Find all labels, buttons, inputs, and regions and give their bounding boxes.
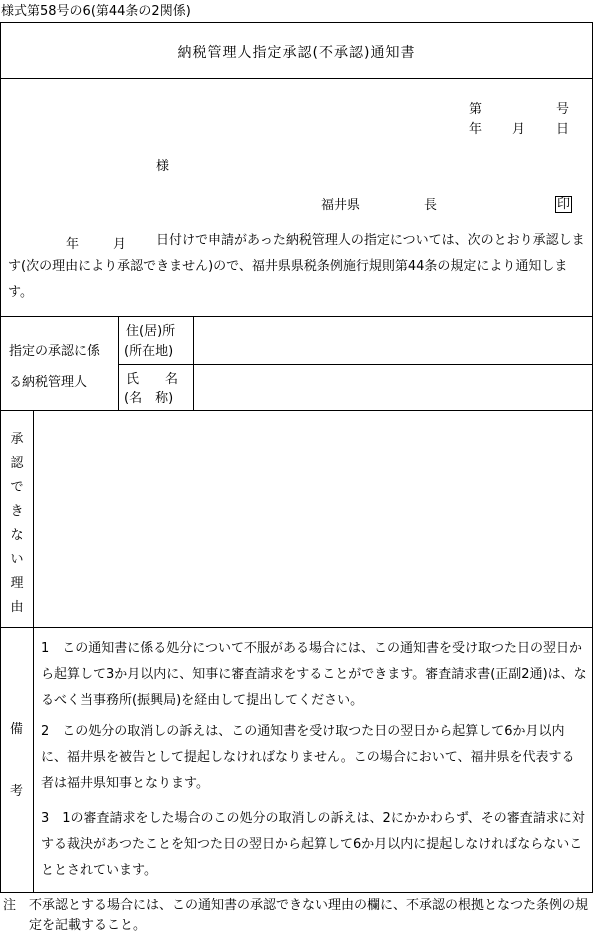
remark-item-3: 3 1の審査請求をした場合のこの処分の取消しの訴えは、2にかかわらず、その審査請求に対する裁決があつたことを知つた日の翌日から起算して6か月以内に提起しなければならないこととされています。: [41, 811, 585, 878]
issuer-prefecture: 福井県: [321, 198, 361, 213]
manager-divider: [0, 410, 593, 411]
form-label: 様式第58号の6(第44条の2関係): [1, 4, 191, 19]
label-col-divider: [33, 410, 34, 893]
manager-label-line1: 指定の承認に係: [9, 344, 101, 359]
body-month: 月: [113, 237, 127, 252]
document-title: 納税管理人指定承認(不承認)通知書: [177, 45, 416, 61]
number-go: 号: [556, 102, 570, 117]
manager-row-divider: [118, 364, 593, 365]
manager-col-divider-1: [118, 316, 119, 410]
body-paragraph: 日付けで申請があった納税管理人の指定については、次のとおり承認します(次の理由により承認できません)ので、福井県県税条例施行規則第44条の規定により通知します。: [8, 233, 585, 300]
remarks-label-1: 備: [10, 722, 24, 737]
date-day: 日: [556, 122, 570, 137]
header-divider: [0, 316, 593, 317]
footnote: 注 不承認とする場合には、この通知書の承認できない理由の欄に、不承認の根拠となつた条例の規定を記載すること。: [3, 898, 589, 933]
title-divider: [0, 78, 593, 79]
remark-item-1: 1 この通知書に係る処分について不服がある場合には、この通知書を受け取つた日の翌日から起算して3か月以内に、知事に審査請求をすることができます。審査請求書(正副2通)は、なるべく当事務所(振興局)を経由して提出してください。: [41, 641, 587, 708]
manager-col-divider-2: [193, 316, 194, 410]
name-label-line1: 氏 名: [126, 372, 179, 387]
issuer-cho: 長: [424, 198, 438, 213]
remark-item-2: 2 この処分の取消しの訴えは、この通知書を受け取つた日の翌日から起算して6か月以内に、福井県を被告として提起しなければなりません。この場合において、福井県を代表する者は福井県知事となります。: [41, 724, 575, 791]
manager-label-line2: る納税管理人: [9, 375, 88, 390]
remarks-label-2: 考: [10, 784, 24, 799]
reason-label: 承認できない理由: [10, 432, 24, 615]
seal-text: 印: [557, 197, 571, 212]
reason-divider: [0, 627, 593, 628]
seal-mark: [555, 193, 572, 212]
name-label-line2: (名 称): [124, 391, 174, 406]
body-year: 年: [66, 237, 80, 252]
date-month: 月: [512, 122, 526, 137]
address-label-line2: (所在地): [124, 344, 174, 359]
address-label-line1: 住(居)所: [126, 324, 176, 339]
addressee-sama: 様: [156, 159, 170, 174]
number-dai: 第: [469, 102, 483, 117]
date-year: 年: [469, 122, 483, 137]
